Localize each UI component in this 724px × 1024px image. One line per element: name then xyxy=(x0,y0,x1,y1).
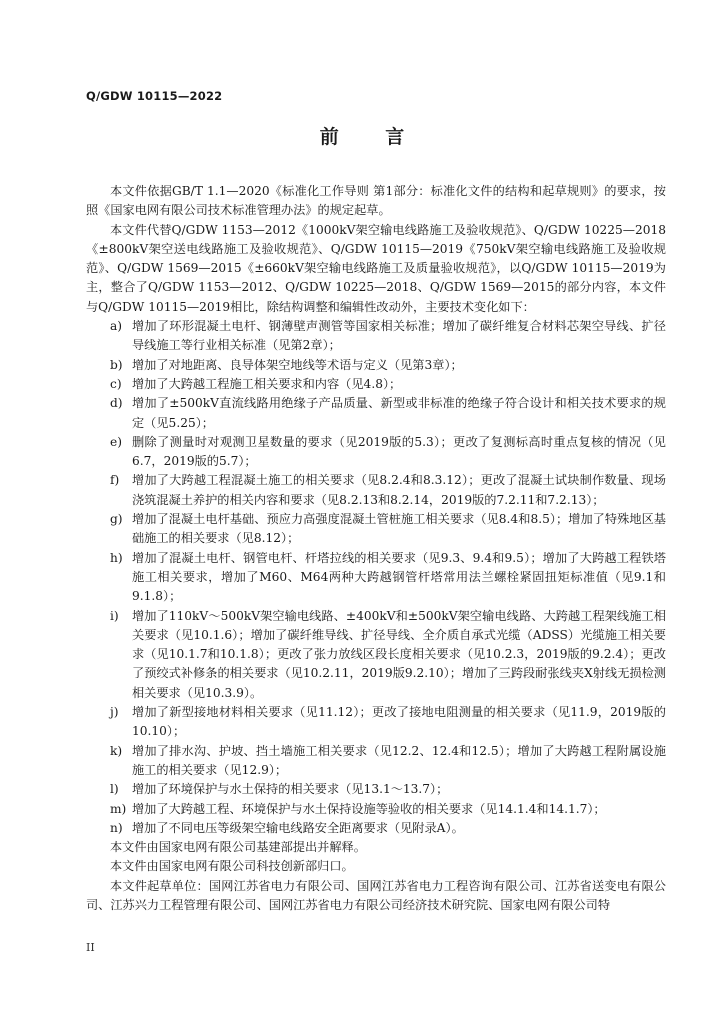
list-item xyxy=(86,703,666,742)
list-item-text: 增加了环形混凝土电杆、钢薄壁声测管等国家相关标准；增加了碳纤维复合材料芯架空导线、扩径导线施工等行业相关标准（见第2章）； xyxy=(132,319,666,353)
closing-paragraph-2: 本文件由国家电网有限公司科技创新部归口。 xyxy=(110,859,354,874)
list-item xyxy=(86,780,666,799)
page-number: II xyxy=(86,941,95,954)
body-content xyxy=(86,182,666,915)
list-item-text: 增加了110kV～500kV架空输电线路、±400kV和±500kV架空输电线路、大跨越工程架线施工相关要求（见10.1.6）；增加了碳纤维导线、扩径导线、全介质自承式光缆（ADSS）光缆施工相关要求（见10.1.7和10.1.8）；更改了张力放线区段长度相关要求（见10.2.3，2019版的9.2.4）；更改了预绞式补修条的相关要求（见10.2.11，2019版9.2.10）；增加了三跨段耐张线夹X射线无损检测相关要求（见10.3.9）。 xyxy=(132,608,666,700)
list-item-text: 增加了环境保护与水土保持的相关要求（见13.1～13.7）； xyxy=(132,782,449,797)
list-item-label: a) xyxy=(110,319,123,334)
list-item xyxy=(86,510,666,549)
list-item xyxy=(86,471,666,510)
list-item xyxy=(86,433,666,472)
list-item-label: c) xyxy=(110,376,122,391)
list-item-label: n) xyxy=(110,820,123,835)
page-title: 前 言 xyxy=(319,126,425,148)
list-item-text: 增加了±500kV直流线路用绝缘子产品质量、新型或非标准的绝缘子符合设计和相关技术要求的规定（见5.25）； xyxy=(132,396,666,430)
closing-paragraph-3: 本文件起草单位：国网江苏省电力有限公司、国网江苏省电力工程咨询有限公司、江苏省送变电有限公司、江苏兴力工程管理有限公司、国网江苏省电力有限公司经济技术研究院、国家电网有限公司特 xyxy=(86,878,666,912)
list-item-text: 增加了排水沟、护坡、挡土墙施工相关要求（见12.2、12.4和12.5）；增加了大跨越工程附属设施施工的相关要求（见12.9）； xyxy=(132,743,666,777)
list-item-text: 增加了新型接地材料相关要求（见11.12）；更改了接地电阻测量的相关要求（见11.9，2019版的10.10）； xyxy=(132,705,666,739)
list-item-text: 增加了混凝土电杆基础、预应力高强度混凝土管桩施工相关要求（见8.4和8.5）；增加了特殊地区基础施工的相关要求（见8.12）； xyxy=(132,512,666,546)
closing-paragraph-1: 本文件由国家电网有限公司基建部提出并解释。 xyxy=(110,840,366,855)
list-item xyxy=(86,742,666,781)
list-item-label: b) xyxy=(110,357,123,372)
list-item-text: 增加了大跨越工程施工相关要求和内容（见4.8）； xyxy=(132,376,402,391)
list-item-label: d) xyxy=(110,396,123,411)
list-item-label: j) xyxy=(110,705,119,720)
list-item-text: 增加了大跨越工程、环境保护与水土保持设施等验收的相关要求（见14.1.4和14.1.7）； xyxy=(132,801,606,816)
list-item-label: k) xyxy=(110,743,123,758)
list-item-label: m) xyxy=(110,801,127,816)
changes-list xyxy=(86,317,666,838)
list-item-text: 增加了不同电压等级架空输电线路安全距离要求（见附录A）。 xyxy=(132,820,464,835)
list-item-label: e) xyxy=(110,434,122,449)
list-item xyxy=(86,800,666,819)
list-item-text: 增加了对地距离、良导体架空地线等术语与定义（见第3章）； xyxy=(132,357,463,372)
list-item xyxy=(86,394,666,433)
list-item-label: f) xyxy=(110,473,120,488)
list-item-text: 删除了测量时对观测卫星数量的要求（见2019版的5.3）；更改了复测标高时重点复核的情况（见6.7，2019版的5.7）； xyxy=(132,434,666,469)
list-item-label: l) xyxy=(110,782,119,797)
list-item-label: g) xyxy=(110,512,123,527)
list-item xyxy=(86,375,666,394)
list-item xyxy=(86,607,666,703)
list-item xyxy=(86,317,666,356)
intro-paragraph-1: 本文件依据GB/T 1.1—2020《标准化工作导则 第1部分：标准化文件的结构和起草规则》的要求，按照《国家电网有限公司技术标准管理办法》的规定起草。 xyxy=(86,184,666,218)
list-item xyxy=(86,819,666,838)
document-code: Q/GDW 10115—2022 xyxy=(86,89,223,103)
list-item xyxy=(86,356,666,375)
intro-paragraph-2: 本文件代替Q/GDW 1153—2012《1000kV架空输电线路施工及验收规范》、Q/GDW 10225—2018《±800kV架空送电线路施工及验收规范》、Q/GDW 10115—2019《750kV架空输电线路施工及验收规范》、Q/GDW 1569—2015《±660kV架空输电线路施工及质量验收规范》，以Q/GDW 10115—2019为主，整合了Q/GDW 1153—2012、Q/GDW 10225—2018、Q/GDW 1569—2015的部分内容，本文件与Q/GDW 10115—2019相比，除结构调整和编辑性改动外，主要技术变化如下： xyxy=(86,222,666,314)
list-item-text: 增加了混凝土电杆、钢管电杆、杆塔拉线的相关要求（见9.3、9.4和9.5）；增加了大跨越工程铁塔施工相关要求，增加了M60、M64两种大跨越钢管杆塔常用法兰螺栓紧固扭矩标准值（见9.1和9.1.8）； xyxy=(132,550,666,604)
list-item-label: i) xyxy=(110,608,119,623)
list-item-label: h) xyxy=(110,550,123,565)
list-item-text: 增加了大跨越工程混凝土施工的相关要求（见8.2.4和8.3.12）；更改了混凝土试块制作数量、现场浇筑混凝土养护的相关内容和要求（见8.2.13和8.2.14，2019版的7.2.11和7.2.13）； xyxy=(132,473,666,507)
list-item xyxy=(86,549,666,607)
